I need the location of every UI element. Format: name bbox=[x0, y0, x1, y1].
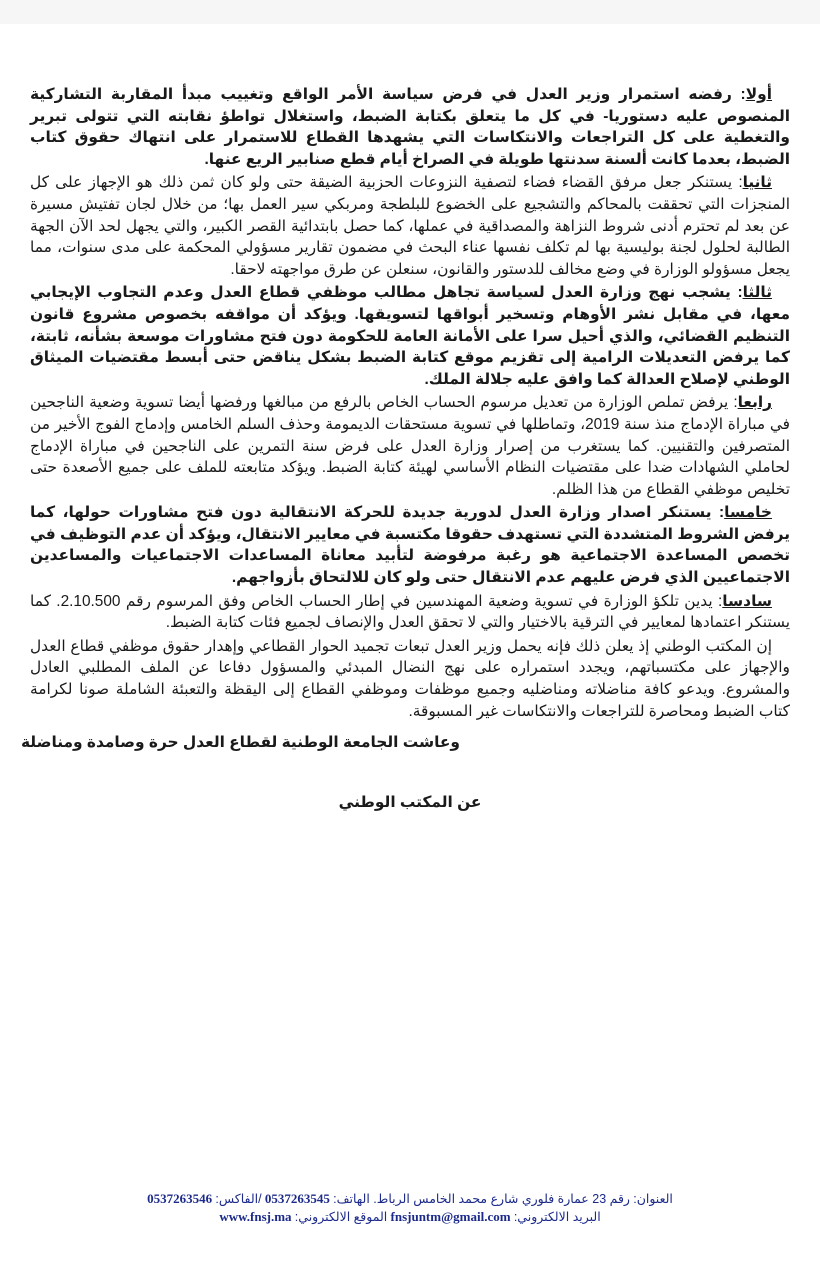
paragraph-first bbox=[30, 84, 790, 170]
phone-number: 0537263545 bbox=[264, 1191, 330, 1206]
paragraph-sixth bbox=[30, 591, 790, 634]
paragraph-third bbox=[30, 282, 790, 390]
signature: عن المكتب الوطني bbox=[338, 794, 482, 812]
address-label: العنوان: bbox=[633, 1192, 673, 1206]
address-text: رقم 23 عمارة فلوري شارع محمد الخامس الرباط. الهاتف: bbox=[333, 1192, 630, 1206]
paragraph-lead: ثالثا bbox=[742, 284, 772, 302]
paragraph-text: : يستنكر جعل مرفق القضاء فضاء لتصفية النزوعات الحزبية الضيقة حتى ولو كان ثمن ذلك هو الإجهاز على كل المنجزات التي تحققت بالمحاكم والتشجيع على الخضوع للبلطجة ومربكي سير العمل بها؛ من خلال لجان تفتيش مسيرة عن بعد لم تحترم أدنى شروط النزاهة والمصداقية في عملها، كما حصل بابتدائية القصر الكبير، والتي يجهل لحد الآن الجهة الطالبة لحلول لجنة بوليسية بها لم تكلف نفسها عناء البحث في مضمون تقارير مسؤولي المحكمة على مدى سنوات، مما يجعل مسؤولو الوزارة في وضع مخالف للدستور والقانون، سنعلن عن طرق مواجهته لاحقا. bbox=[30, 174, 790, 278]
footer-contact bbox=[100, 1190, 720, 1226]
paragraph-text: : رفضه استمرار وزير العدل في فرض سياسة الأمر الواقع وتغييب مبدأ المقاربة التشاركية المنصوص عليه دستوريا- في كل ما يتعلق بكتابة الضبط، واستغلال تواطؤ نقابته التي تتولى تبرير والتغطية على كل التراجعات والانتكاسات التي يشهدها القطاع للاستمرار على انتهاك حقوق كتاب الضبط، بعدما كانت ألسنة سدنتها طويلة في الصراخ أيام قطع صنابير الريع عنها. bbox=[30, 86, 790, 168]
paragraph-lead: خامسا bbox=[724, 504, 772, 522]
paragraph-text: : يستنكر اصدار وزارة العدل لدورية جديدة للحركة الانتقالية دون فتح مشاورات حولها، كما يرفض الشروط المتشددة التي تستهدف حقوقا مكتسبة في معايير الانتقال، ويؤكد أن عدم التوظيف في تخصص المساعدة الاجتماعية هو رغبة مرفوضة لتأبيد معاناة المساعدات الاجتماعيات والمساعدين الاجتماعيين الذي فرض عليهم عدم الانتقال حتى ولو كان للالتحاق بأزواجهم. bbox=[30, 504, 790, 587]
paragraph-lead: ثانيا bbox=[742, 174, 772, 192]
footer-online-line bbox=[100, 1208, 720, 1226]
closing-slogan: وعاشت الجامعة الوطنية لقطاع العدل حرة وصامدة ومناضلة bbox=[20, 734, 460, 752]
website-link[interactable]: www.fnsj.ma bbox=[219, 1209, 292, 1224]
document-body bbox=[20, 84, 791, 830]
footer-address-line bbox=[100, 1190, 720, 1208]
paragraph-second bbox=[30, 172, 790, 280]
top-strip bbox=[0, 0, 820, 24]
fax-label: /الفاكس: bbox=[215, 1192, 262, 1206]
email-label: البريد الالكتروني: bbox=[513, 1210, 601, 1224]
paragraph-text: : يدين تلكؤ الوزارة في تسوية وضعية المهندسين في إطار الحساب الخاص وفق المرسوم رقم 2.10.500. كما يستنكر اعتمادها لمعايير في الترقية بالاختيار والتي لا تحقق العدل والإنصاف لجميع فئات كتابة الضبط. bbox=[30, 592, 790, 632]
paragraph-fourth bbox=[30, 392, 790, 500]
fax-number: 0537263546 bbox=[147, 1191, 213, 1206]
paragraph-text: : يرفض تملص الوزارة من تعديل مرسوم الحساب الخاص بالرفع من مبالغها ورفضها أيضا تسوية وضعية الناجحين في مباراة الإدماج منذ سنة 2019، وتماطلها في تسوية مستحقات الديمومة وحذف السلم الخامس وإدماج الفوج الأخير من المتصرفين والتقنيين. كما يستغرب من إصرار وزارة العدل على فرض سنة التمرين على الناجحين في مباراة الإدماج لحاملي الشهادات ضدا على مقتضيات النظام الأساسي لهيئة كتابة الضبط. ويؤكد متابعته للملف على جميع الأصعدة حتى تخليص موظفي القطاع من هذا الظلم. bbox=[30, 394, 791, 498]
conclusion-paragraph: إن المكتب الوطني إذ يعلن ذلك فإنه يحمل وزير العدل تبعات تجميد الحوار القطاعي وإهدار حقوق موظفي قطاع العدل والإجهاز على مكتسباتهم، ويجدد استمراره على نهج النضال المبدئي والمسؤول دفاعا عن الملف المطلبي العادل والمشروع. ويدعو كافة مناضلاته ومناضليه وجميع موظفات وموظفي القطاع إلى اليقظة والتعبئة الشاملة صونا لكرامة كتاب الضبط ومحاصرة للتراجعات والانتكاسات غير المسبوقة. bbox=[30, 637, 790, 720]
paragraph-fifth bbox=[30, 502, 790, 588]
paragraph-lead: رابعا bbox=[737, 394, 772, 412]
paragraph-lead: أولا bbox=[745, 86, 772, 103]
paragraph-text: : يشجب نهج وزارة العدل لسياسة تجاهل مطالب موظفي قطاع العدل وعدم التجاوب الإيجابي معها، في مقابل نشر الأوهام وتسخير أبواقها لتسويقها. ويؤكد أن مواقفه بخصوص مشروع قانون التنظيم القضائي، والذي أحيل سرا على الأمانة العامة للحكومة دون فتح مشاورات موسعة بشأنه، ثابتة، كما يرفض التعديلات الرامية إلى تقزيم موقع كتابة الضبط بشكل يناقض حتى أبسط مقتضيات الميثاق الوطني لإصلاح العدالة كما وافق عليه جلالة الملك. bbox=[30, 284, 790, 388]
paragraph-lead: سادسا bbox=[722, 592, 772, 610]
email-link[interactable]: fnsjuntm@gmail.com bbox=[390, 1209, 511, 1224]
website-label: الموقع الالكتروني: bbox=[294, 1210, 388, 1224]
